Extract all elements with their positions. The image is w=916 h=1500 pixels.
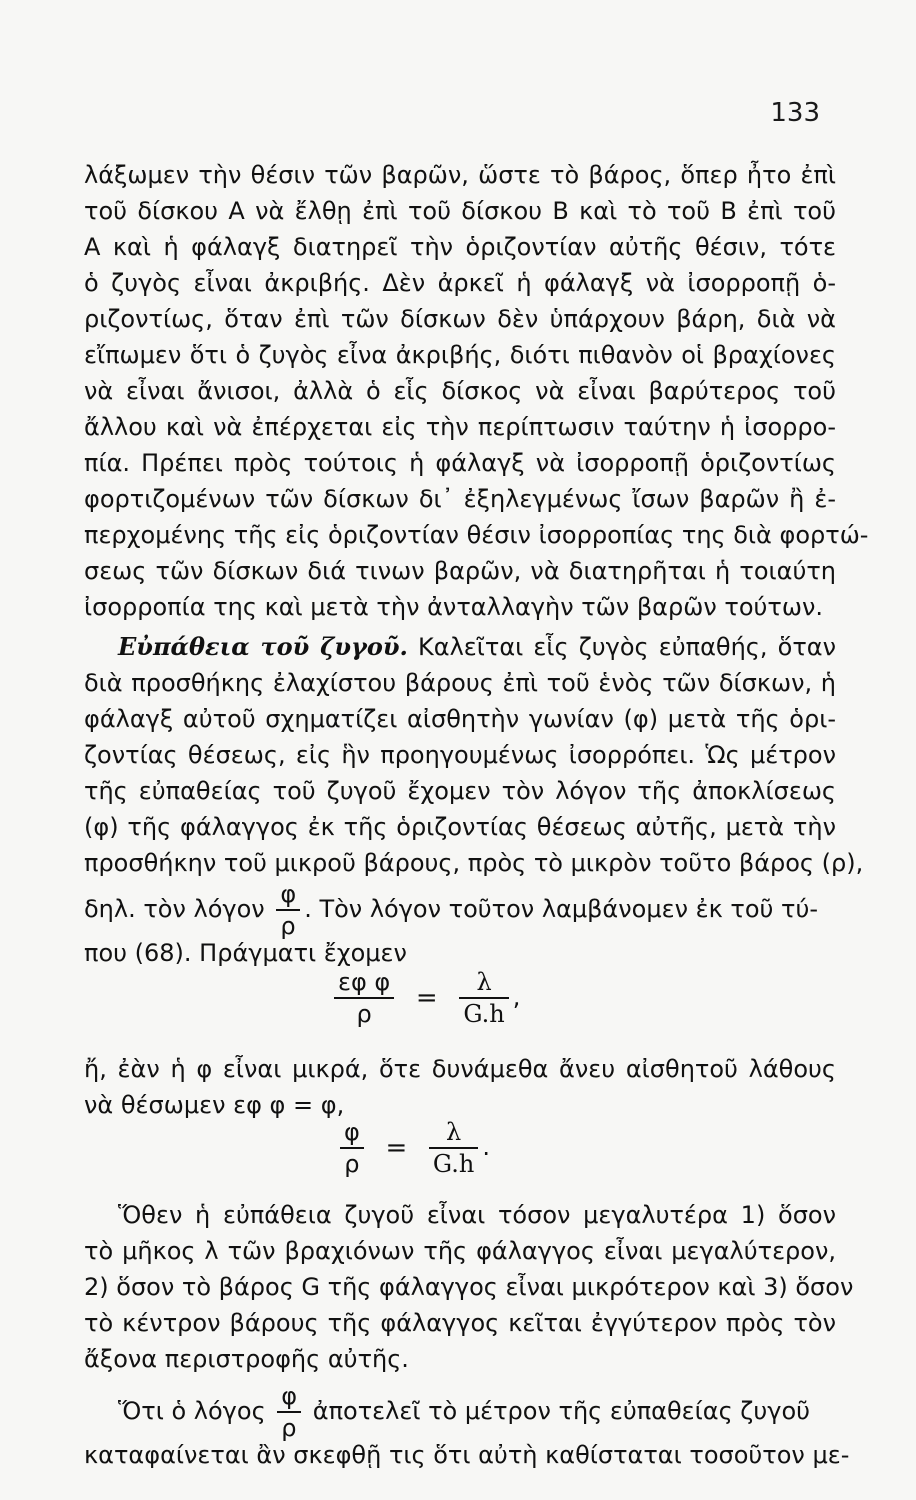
text-line: ἰσορροπία της καὶ μετὰ τὴν ἀνταλλαγὴν τῶν βαρῶν τούτων.: [84, 593, 823, 621]
final-line-before: Ὅτι ὁ λόγος: [118, 1397, 266, 1425]
fraction-numerator: φ: [277, 1384, 301, 1413]
formula-1-left-den: ρ: [356, 1000, 372, 1028]
text-line: φορτιζομένων τῶν δίσκων δι᾽ ἐξηλεγμένως ἴσων βαρῶν ἢ ἐ-: [84, 485, 836, 513]
text-line: διὰ προσθήκης ἐλαχίστου βάρους ἐπὶ τοῦ ἑνὸς τῶν δίσκων, ἡ: [84, 669, 836, 697]
formula-1-right-num: λ: [459, 970, 508, 999]
text-line: τῆς εὐπαθείας τοῦ ζυγοῦ ἔχομεν τὸν λόγον τῆς ἀποκλίσεως: [84, 777, 836, 805]
text-line: ζοντίας θέσεως, εἰς ἣν προηγουμένως ἰσορρόπει. Ὡς μέτρον: [84, 741, 836, 769]
formula-1: [330, 970, 520, 1026]
ratio-line: [84, 880, 836, 940]
inline-fraction: [277, 1384, 301, 1440]
formula-2-suffix: .: [482, 1133, 490, 1161]
text-line: ἄξονα περιστροφῆς αὐτῆς.: [84, 1345, 409, 1373]
text-line: τὸ κέντρον βάρους τῆς φάλαγγος κεῖται ἐγγύτερον πρὸς τὸν: [84, 1309, 836, 1337]
formula-1-left-num: εφ φ: [334, 970, 394, 999]
text-line: ἤ, ἐὰν ἡ φ εἶναι μικρά, ὅτε δυνάμεθα ἄνευ αἰσθητοῦ λάθους: [84, 1055, 836, 1083]
page-number: 133: [770, 98, 820, 128]
text-line: τοῦ δίσκου Α νὰ ἔλθῃ ἐπὶ τοῦ δίσκου Β καὶ τὸ τοῦ Β ἐπὶ τοῦ: [84, 197, 836, 225]
text-line: εἴπωμεν ὅτι ὁ ζυγὸς εἶνα ἀκριβής, διότι πιθανὸν οἱ βραχίονες: [84, 341, 836, 369]
fraction-denominator: ρ: [280, 912, 296, 940]
final-line-after: ἀποτελεῖ τὸ μέτρον τῆς εὐπαθείας ζυγοῦ: [312, 1397, 811, 1425]
formula-1-left: [334, 970, 394, 1026]
formula-2-left-num: φ: [340, 1120, 364, 1149]
final-ratio-line: [118, 1382, 836, 1442]
equals-sign: =: [415, 983, 438, 1013]
text-line: λάξωμεν τὴν θέσιν τῶν βαρῶν, ὥστε τὸ βάρος, ὅπερ ἦτο ἐπὶ: [84, 161, 836, 189]
fraction-numerator: φ: [276, 882, 300, 911]
text-line: νὰ εἶναι ἄνισοι, ἀλλὰ ὁ εἷς δίσκος νὰ εἶναι βαρύτερος τοῦ: [84, 377, 836, 405]
text-line: νὰ θέσωμεν εφ φ = φ,: [84, 1091, 345, 1119]
section-first-line: [118, 632, 836, 662]
formula-2-right-num: λ: [429, 1120, 478, 1149]
formula-1-suffix: ,: [512, 983, 521, 1011]
text-line: φάλαγξ αὐτοῦ σχηματίζει αἰσθητὴν γωνίαν (φ) μετὰ τῆς ὁρι-: [84, 705, 836, 733]
formula-2-right: [429, 1120, 478, 1176]
text-line: Α καὶ ἡ φάλαγξ διατηρεῖ τὴν ὁριζοντίαν αὐτῆς θέσιν, τότε: [84, 233, 836, 261]
text-line: 2) ὅσον τὸ βάρος G τῆς φάλαγγος εἶναι μικρότερον καὶ 3) ὅσον: [84, 1273, 854, 1301]
text-line: (φ) τῆς φάλαγγος ἐκ τῆς ὁριζοντίας θέσεως αὐτῆς, μετὰ τὴν: [84, 813, 836, 841]
text-line: που (68). Πράγματι ἔχομεν: [84, 939, 407, 967]
formula-2-left: [340, 1120, 364, 1176]
inline-fraction: [276, 882, 300, 938]
text-line: τὸ μῆκος λ τῶν βραχιόνων τῆς φάλαγγος εἶναι μεγαλύτερον,: [84, 1237, 836, 1265]
text-line: ὁ ζυγὸς εἶναι ἀκριβής. Δὲν ἀρκεῖ ἡ φάλαγξ νὰ ἰσορροπῇ ὁ-: [84, 269, 836, 297]
text-line: πία. Πρέπει πρὸς τούτοις ἡ φάλαγξ νὰ ἰσορροπῇ ὁριζοντίως: [84, 449, 836, 477]
fraction-denominator: ρ: [281, 1414, 297, 1442]
formula-2: [336, 1120, 490, 1176]
text-line: ἄλλου καὶ νὰ ἐπέρχεται εἰς τὴν περίπτωσιν ταύτην ἡ ἰσορρο-: [84, 413, 836, 441]
formula-1-right-den: G.h: [463, 1000, 505, 1028]
section-heading: Εὐπάθεια τοῦ ζυγοῦ.: [118, 632, 408, 661]
formula-1-right: [459, 970, 508, 1026]
ratio-line-before: δηλ. τὸν λόγον: [84, 895, 265, 923]
text-line: καταφαίνεται ἂν σκεφθῇ τις ὅτι αὐτὴ καθίσταται τοσοῦτον με-: [84, 1441, 850, 1469]
equals-sign: =: [385, 1133, 408, 1163]
ratio-line-after: . Τὸν λόγον τοῦτον λαμβάνομεν ἐκ τοῦ τύ-: [304, 895, 819, 923]
text-line: σεως τῶν δίσκων διά τινων βαρῶν, νὰ διατηρῆται ἡ τοιαύτη: [84, 557, 836, 585]
text-line: ριζοντίως, ὅταν ἐπὶ τῶν δίσκων δὲν ὑπάρχουν βάρη, διὰ νὰ: [84, 305, 836, 333]
text-line: Ὅθεν ἡ εὐπάθεια ζυγοῦ εἶναι τόσον μεγαλυτέρα 1) ὅσον: [118, 1201, 836, 1229]
formula-2-right-den: G.h: [432, 1150, 475, 1178]
text-line: προσθήκην τοῦ μικροῦ βάρους, πρὸς τὸ μικρὸν τοῦτο βάρος (ρ),: [84, 849, 864, 877]
section-first-line-text: Καλεῖται εἷς ζυγὸς εὐπαθής, ὅταν: [418, 633, 836, 661]
text-line: περχομένης τῆς εἰς ὁριζοντίαν θέσιν ἰσορροπίας της διὰ φορτώ-: [84, 521, 869, 549]
formula-2-left-den: ρ: [344, 1150, 360, 1178]
